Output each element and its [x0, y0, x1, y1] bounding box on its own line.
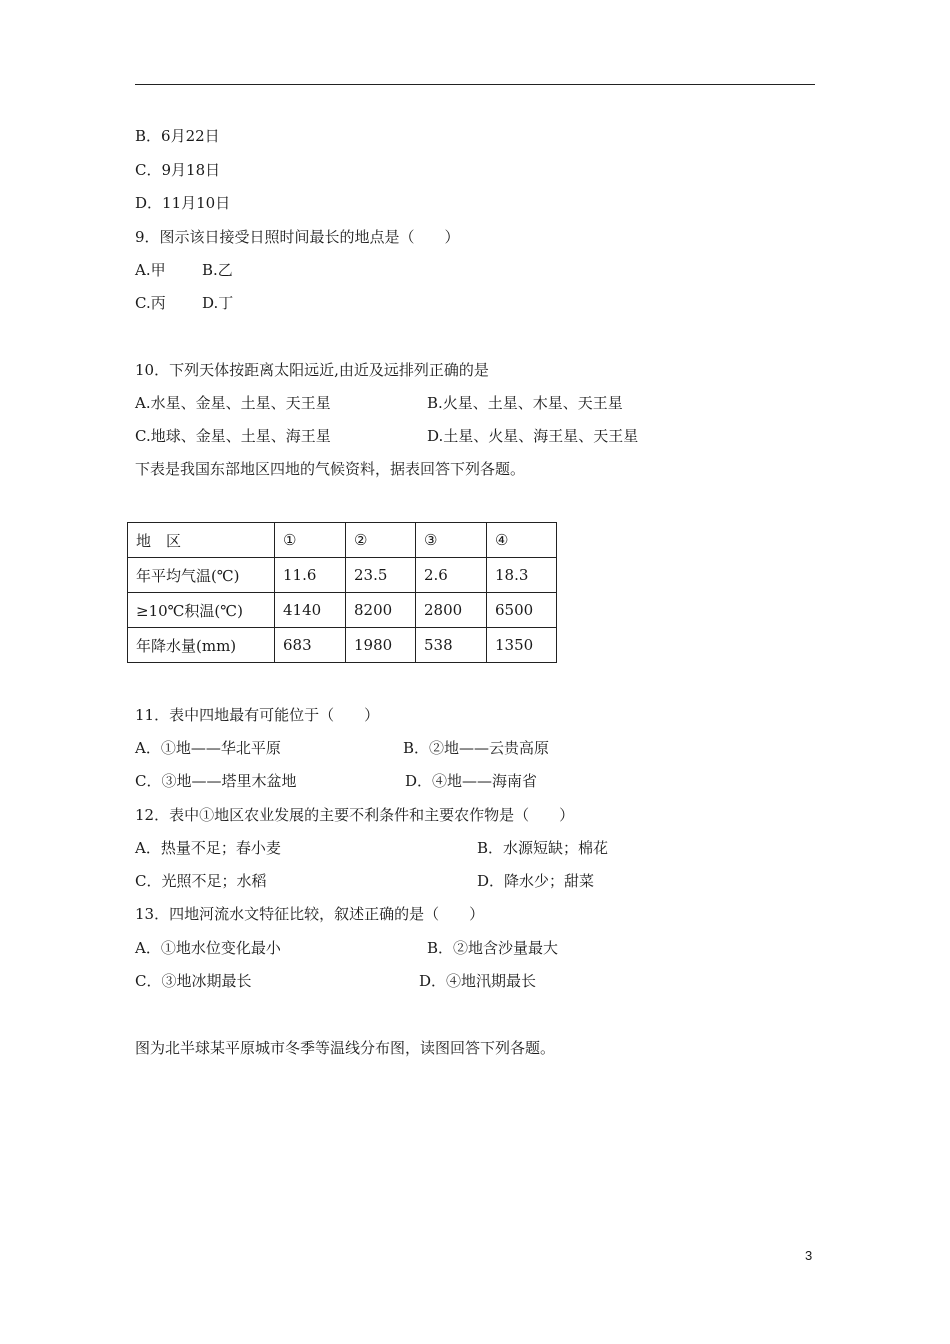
q9-stem: 9．图示该日接受日照时间最长的地点是（ ） [135, 228, 460, 246]
table-cell: 11.6 [275, 558, 346, 593]
q13-option-d: D．④地汛期最长 [419, 972, 537, 990]
table-row [128, 558, 557, 593]
q8-option-c: C．9月18日 [135, 161, 221, 179]
q10-option-c: C.地球、金星、土星、海王星 [135, 427, 331, 445]
q9-option-d: D.丁 [202, 294, 234, 312]
table-header-cell: ③ [416, 523, 487, 558]
table-row [128, 628, 557, 663]
q10-options-row1 [135, 393, 623, 413]
q10-option-a: A.水星、金星、土星、天王星 [135, 394, 331, 412]
q10-option-b: B.火星、土星、木星、天王星 [427, 394, 623, 412]
table-cell: 2.6 [416, 558, 487, 593]
table-header-cell: ② [346, 523, 416, 558]
table-header-cell: ① [275, 523, 346, 558]
table-cell: 2800 [416, 593, 487, 628]
q13-stem: 13．四地河流水文特征比较，叙述正确的是（ ） [135, 905, 485, 923]
q12-option-a: A．热量不足；春小麦 [135, 839, 281, 857]
table-cell: 1980 [346, 628, 416, 663]
q11-option-a: A．①地——华北平原 [135, 739, 281, 757]
page-number: 3 [805, 1248, 813, 1263]
q12-option-b: B．水源短缺；棉花 [477, 839, 609, 857]
q11-options-row2 [135, 771, 537, 791]
q13-option-a: A．①地水位变化最小 [135, 939, 281, 957]
q11-stem: 11．表中四地最有可能位于（ ） [135, 706, 380, 724]
table-cell: 年平均气温(℃) [128, 558, 275, 593]
table-cell: 1350 [487, 628, 557, 663]
table-cell: 538 [416, 628, 487, 663]
q9-option-b: B.乙 [202, 261, 233, 279]
table-header-cell: ④ [487, 523, 557, 558]
q11-options-row1 [135, 738, 549, 758]
table-cell: 18.3 [487, 558, 557, 593]
q9-options-row1 [135, 260, 233, 280]
table-cell: 23.5 [346, 558, 416, 593]
q10-stem: 10．下列天体按距离太阳远近,由近及远排列正确的是 [135, 361, 489, 379]
climate-table [127, 522, 557, 663]
q13-option-c: C．③地冰期最长 [135, 972, 252, 990]
table-cell: ≥10℃积温(℃) [128, 593, 275, 628]
q11-option-b: B．②地——云贵高原 [403, 739, 550, 757]
q9-option-a: A.甲 [135, 261, 166, 279]
q9-options-row2 [135, 293, 233, 313]
table-cell: 6500 [487, 593, 557, 628]
table-cell: 年降水量(mm) [128, 628, 275, 663]
q12-option-d: D．降水少；甜菜 [477, 872, 595, 890]
q8-option-b: B．6月22日 [135, 127, 220, 145]
q13-option-b: B．②地含沙量最大 [427, 939, 559, 957]
q9-option-c: C.丙 [135, 294, 166, 312]
q10-options-row2 [135, 426, 638, 446]
table-cell: 8200 [346, 593, 416, 628]
q12-options-row1 [135, 838, 608, 858]
q11-option-d: D．④地——海南省 [405, 772, 538, 790]
table-header-cell: 地 区 [128, 523, 275, 558]
table-cell: 683 [275, 628, 346, 663]
table-intro: 下表是我国东部地区四地的气候资料，据表回答下列各题。 [135, 460, 526, 478]
q12-options-row2 [135, 871, 594, 891]
header-rule [135, 84, 815, 85]
q13-options-row1 [135, 938, 558, 958]
q8-option-d: D．11月10日 [135, 194, 231, 212]
q11-option-c: C．③地——塔里木盆地 [135, 772, 297, 790]
q12-stem: 12．表中①地区农业发展的主要不利条件和主要农作物是（ ） [135, 806, 575, 824]
q12-option-c: C．光照不足；水稻 [135, 872, 267, 890]
table-header-row [128, 523, 557, 558]
q13-options-row2 [135, 971, 536, 991]
table-row [128, 593, 557, 628]
table-cell: 4140 [275, 593, 346, 628]
q10-option-d: D.土星、火星、海王星、天王星 [427, 427, 639, 445]
figure-intro: 图为北半球某平原城市冬季等温线分布图，读图回答下列各题。 [135, 1039, 556, 1057]
